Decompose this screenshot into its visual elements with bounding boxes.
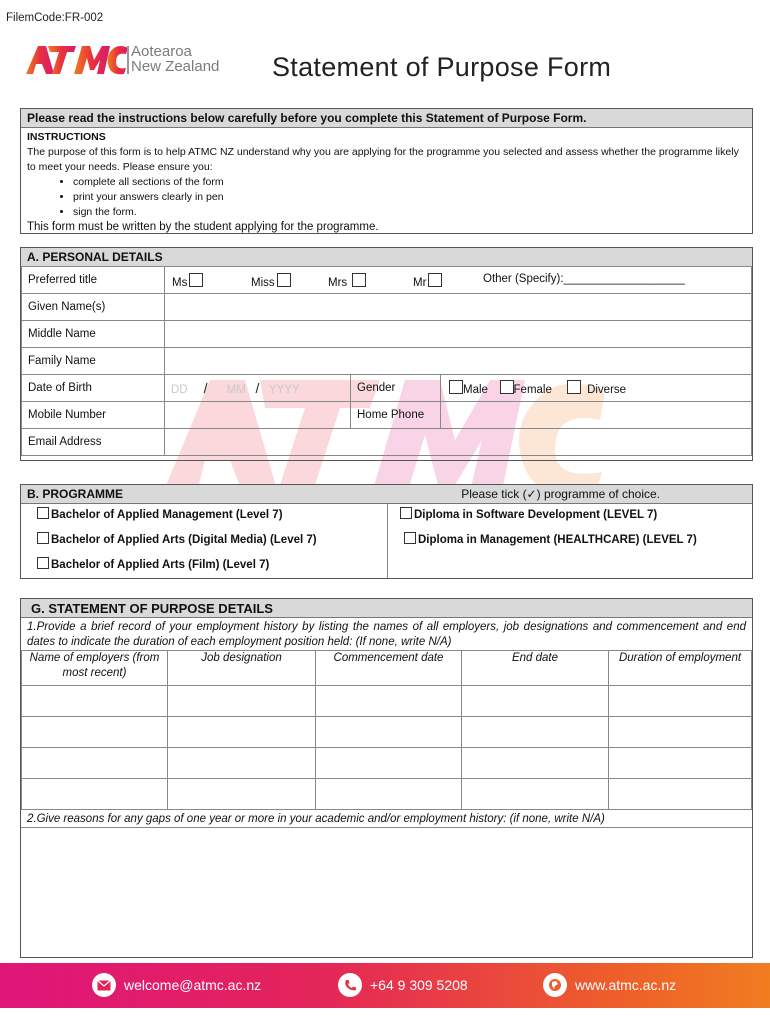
programme-option-label: Diploma in Management (HEALTHCARE) (LEVEL 7) xyxy=(418,534,697,546)
male-label: Male xyxy=(463,384,488,396)
table-row xyxy=(22,748,752,779)
statement-header: G. STATEMENT OF PURPOSE DETAILS xyxy=(21,599,752,618)
table-cell[interactable] xyxy=(462,748,609,779)
phone-row xyxy=(22,402,752,429)
female-label: Female xyxy=(513,384,552,396)
family-name-field[interactable] xyxy=(165,348,752,375)
table-cell[interactable] xyxy=(462,779,609,810)
family-name-row xyxy=(22,348,752,375)
miss-checkbox[interactable] xyxy=(277,273,291,287)
programme-section xyxy=(20,484,753,579)
instructions-section xyxy=(20,108,753,234)
programme-title: B. PROGRAMME xyxy=(27,487,123,501)
programme-checkbox[interactable] xyxy=(37,507,49,519)
programme-diploma-column xyxy=(388,504,697,578)
col-duration: Duration of employment xyxy=(609,651,752,686)
table-cell[interactable] xyxy=(609,686,752,717)
middle-name-label: Middle Name xyxy=(22,321,165,348)
instructions-text: The purpose of this form is to help ATMC NZ understand why you are applying for the programme you selected and assess whether the programme likely to meet your needs. Please ensure you: xyxy=(27,146,739,173)
logo-line-1: Aotearoa xyxy=(131,43,192,60)
home-phone-label: Home Phone xyxy=(351,402,441,429)
email-field[interactable] xyxy=(165,429,752,456)
table-cell[interactable] xyxy=(168,686,316,717)
employment-question: 1.Provide a brief record of your employment history by listing the names of all employers, job designations and commencement and end dates to indicate the duration of each employment position held: (If none, write N/A) xyxy=(27,621,746,648)
dob-slash: / xyxy=(255,380,260,396)
globe-icon xyxy=(543,973,567,997)
gaps-answer-area[interactable] xyxy=(21,828,752,956)
home-phone-field[interactable] xyxy=(441,402,752,429)
dob-label: Date of Birth xyxy=(22,375,165,402)
diverse-label: Diverse xyxy=(587,384,627,396)
table-cell[interactable] xyxy=(168,748,316,779)
table-cell[interactable] xyxy=(316,717,462,748)
instruction-bullet: • sign the form. xyxy=(73,205,746,220)
personal-details-header: A. PERSONAL DETAILS xyxy=(21,248,752,267)
file-code: FilemCode:FR-002 xyxy=(6,12,104,24)
gaps-question: 2.Give reasons for any gaps of one year or more in your academic and/or employment history: (if none, write N/A) xyxy=(21,810,752,828)
dob-day: DD xyxy=(171,384,188,396)
table-cell[interactable] xyxy=(316,779,462,810)
programme-checkbox[interactable] xyxy=(400,507,412,519)
ms-label: Ms xyxy=(172,277,188,289)
programme-option-label: Diploma in Software Development (LEVEL 7) xyxy=(414,509,658,521)
footer-phone[interactable] xyxy=(338,973,468,997)
employment-table-header xyxy=(22,651,752,686)
email-row xyxy=(22,429,752,456)
table-row xyxy=(22,686,752,717)
dob-field[interactable] xyxy=(165,375,351,402)
footer-email-text: welcome@atmc.ac.nz xyxy=(124,977,262,993)
programme-option[interactable] xyxy=(388,504,697,529)
ms-checkbox[interactable] xyxy=(189,273,203,287)
mobile-label: Mobile Number xyxy=(22,402,165,429)
table-cell[interactable] xyxy=(168,779,316,810)
programme-option[interactable] xyxy=(388,529,697,554)
programme-checkbox[interactable] xyxy=(37,532,49,544)
table-cell[interactable] xyxy=(609,717,752,748)
programme-option[interactable] xyxy=(21,554,387,579)
miss-label: Miss xyxy=(251,277,275,289)
middle-name-field[interactable] xyxy=(165,321,752,348)
footer-website-text: www.atmc.ac.nz xyxy=(575,977,677,993)
dob-month: MM xyxy=(226,384,246,396)
mr-checkbox[interactable] xyxy=(428,273,442,287)
footer-website[interactable] xyxy=(543,973,676,997)
col-commencement-date: Commencement date xyxy=(316,651,462,686)
instruction-bullet: • print your answers clearly in pen xyxy=(73,190,746,205)
table-cell[interactable] xyxy=(22,779,168,810)
family-name-label: Family Name xyxy=(22,348,165,375)
footer-bar xyxy=(0,963,770,1008)
table-cell[interactable] xyxy=(22,748,168,779)
table-cell[interactable] xyxy=(168,717,316,748)
programme-option-label: Bachelor of Applied Arts (Film) (Level 7) xyxy=(51,559,270,571)
instructions-subheader: INSTRUCTIONS xyxy=(27,131,106,143)
programme-checkbox[interactable] xyxy=(37,557,49,569)
instruction-bullet: • complete all sections of the form xyxy=(73,175,746,190)
table-cell[interactable] xyxy=(609,779,752,810)
mrs-label: Mrs xyxy=(328,277,348,289)
page-title: Statement of Purpose Form xyxy=(272,52,612,82)
dob-year: YYYY xyxy=(268,384,300,396)
phone-icon xyxy=(338,973,362,997)
col-job-designation: Job designation xyxy=(168,651,316,686)
dob-slash: / xyxy=(203,380,208,396)
preferred-title-row xyxy=(22,267,752,294)
statement-section xyxy=(20,598,753,958)
given-names-label: Given Name(s) xyxy=(22,294,165,321)
logo-text xyxy=(131,44,219,74)
gender-options xyxy=(441,375,752,402)
other-specify-field[interactable]: Other (Specify):___________________ xyxy=(483,273,686,285)
programme-option[interactable] xyxy=(21,504,387,529)
dob-gender-row xyxy=(22,375,752,402)
table-cell[interactable] xyxy=(462,686,609,717)
table-row xyxy=(22,717,752,748)
logo-line-2: New Zealand xyxy=(131,58,220,75)
programme-header xyxy=(21,485,752,504)
preferred-title-label: Preferred title xyxy=(22,267,165,294)
col-employers: Name of employers (from most recent) xyxy=(22,651,168,686)
middle-name-row xyxy=(22,321,752,348)
instructions-list xyxy=(27,175,746,220)
mr-label: Mr xyxy=(413,277,427,289)
table-cell[interactable] xyxy=(316,686,462,717)
instructions-header: Please read the instructions below carefully before you complete this Statement of Purpose Form. xyxy=(21,109,752,128)
table-cell[interactable] xyxy=(609,748,752,779)
mrs-checkbox[interactable] xyxy=(352,273,366,287)
programme-checkbox[interactable] xyxy=(404,532,416,544)
footer-phone-text: +64 9 309 5208 xyxy=(370,977,468,993)
table-cell[interactable] xyxy=(462,717,609,748)
mobile-field[interactable] xyxy=(165,402,351,429)
programme-tick-note: Please tick (✓) programme of choice. xyxy=(461,487,660,501)
programme-option-label: Bachelor of Applied Arts (Digital Media) (Level 7) xyxy=(51,534,317,546)
gender-label: Gender xyxy=(351,375,441,402)
programme-bachelor-column xyxy=(21,504,388,578)
personal-details-section xyxy=(20,247,753,461)
given-names-row xyxy=(22,294,752,321)
col-end-date: End date xyxy=(462,651,609,686)
mail-icon xyxy=(92,973,116,997)
instructions-footer: This form must be written by the student applying for the programme. xyxy=(27,221,379,233)
table-cell[interactable] xyxy=(316,748,462,779)
male-checkbox[interactable] xyxy=(449,380,463,394)
table-cell[interactable] xyxy=(22,717,168,748)
email-label: Email Address xyxy=(22,429,165,456)
programme-option[interactable] xyxy=(21,529,387,554)
diverse-checkbox[interactable] xyxy=(567,380,581,394)
employment-table xyxy=(21,650,752,810)
table-cell[interactable] xyxy=(22,686,168,717)
programme-option-label: Bachelor of Applied Management (Level 7) xyxy=(51,509,283,521)
female-checkbox[interactable] xyxy=(500,380,514,394)
given-names-field[interactable] xyxy=(165,294,752,321)
table-row xyxy=(22,779,752,810)
footer-email[interactable] xyxy=(92,973,261,997)
